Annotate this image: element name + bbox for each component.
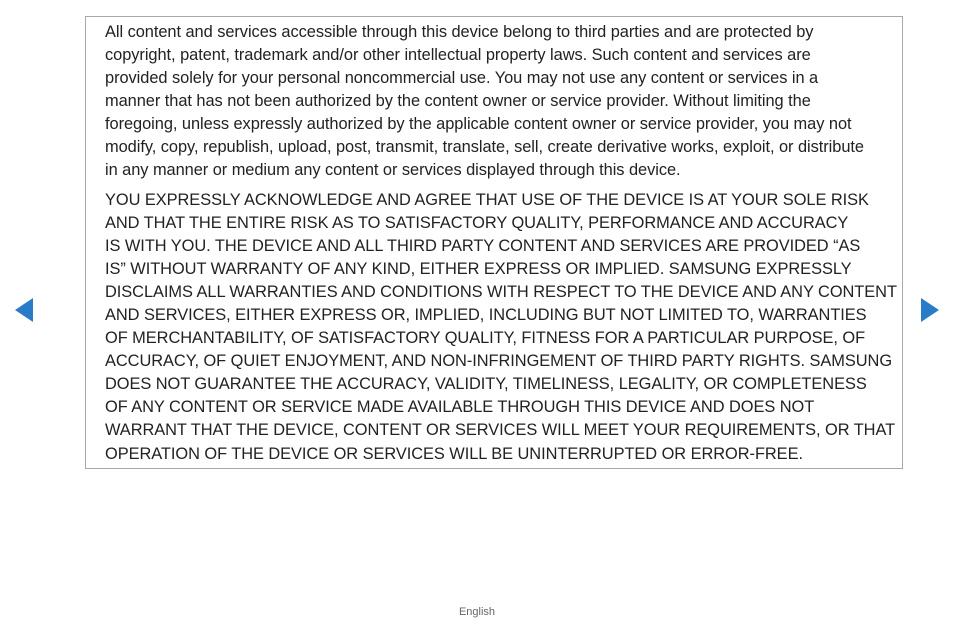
- text-line: DISCLAIMS ALL WARRANTIES AND CONDITIONS WITH RESPECT TO THE DEVICE AND ANY CONTENT: [105, 283, 897, 302]
- text-line: ACCURACY, OF QUIET ENJOYMENT, AND NON-INFRINGEMENT OF THIRD PARTY RIGHTS. SAMSUNG: [105, 352, 893, 371]
- text-line: YOU EXPRESSLY ACKNOWLEDGE AND AGREE THAT USE OF THE DEVICE IS AT YOUR SOLE RISK: [105, 191, 869, 209]
- text-line: copyright, patent, trademark and/or other intellectual property laws. Such content and services are: [105, 46, 811, 65]
- paragraph-content-services: [105, 21, 903, 182]
- text-line: All content and services accessible through this device belong to third parties and are protected by: [105, 23, 814, 41]
- text-line: OF ANY CONTENT OR SERVICE MADE AVAILABLE THROUGH THIS DEVICE AND DOES NOT: [105, 398, 815, 417]
- text-line: OF MERCHANTABILITY, OF SATISFACTORY QUALITY, FITNESS FOR A PARTICULAR PURPOSE, OF: [105, 329, 866, 348]
- previous-page-arrow-icon[interactable]: [15, 298, 33, 322]
- text-line: AND THAT THE ENTIRE RISK AS TO SATISFACTORY QUALITY, PERFORMANCE AND ACCURACY: [105, 214, 849, 233]
- text-line: DOES NOT GUARANTEE THE ACCURACY, VALIDITY, TIMELINESS, LEGALITY, OR COMPLETENESS: [105, 375, 867, 394]
- text-line: IS WITH YOU. THE DEVICE AND ALL THIRD PARTY CONTENT AND SERVICES ARE PROVIDED “AS: [105, 237, 861, 256]
- text-line: AND SERVICES, EITHER EXPRESS OR, IMPLIED, INCLUDING BUT NOT LIMITED TO, WARRANTIES: [105, 306, 867, 325]
- text-line: manner that has not been authorized by the content owner or service provider. Without limiting the: [105, 92, 811, 111]
- text-line: provided solely for your personal noncommercial use. You may not use any content or services in a: [105, 69, 819, 88]
- language-label: English: [458, 606, 496, 618]
- text-line: modify, copy, republish, upload, post, transmit, translate, sell, create derivative works, exploit, or distribute: [105, 138, 864, 157]
- document-content-box[interactable]: [85, 16, 903, 469]
- text-line: WARRANT THAT THE DEVICE, CONTENT OR SERVICES WILL MEET YOUR REQUIREMENTS, OR THAT: [105, 421, 896, 440]
- text-line: IS” WITHOUT WARRANTY OF ANY KIND, EITHER EXPRESS OR IMPLIED. SAMSUNG EXPRESSLY: [105, 260, 852, 279]
- text-line: in any manner or medium any content or services displayed through this device.: [105, 161, 681, 180]
- next-page-arrow-icon[interactable]: [921, 298, 939, 322]
- text-line: foregoing, unless expressly authorized by the applicable content owner or service provider, you may not: [105, 115, 852, 134]
- paragraph-warranty-disclaimer: [105, 189, 903, 466]
- text-line: OPERATION OF THE DEVICE OR SERVICES WILL BE UNINTERRUPTED OR ERROR-FREE.: [105, 444, 803, 463]
